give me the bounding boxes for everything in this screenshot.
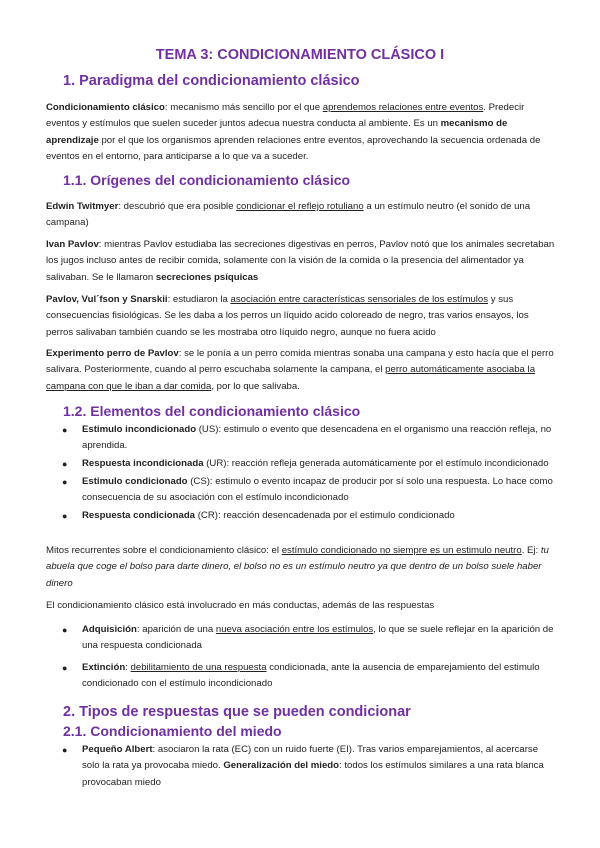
underlined-phrase: estímulo condicionado no siempre es un estimulo neutro [281, 545, 522, 556]
list-item-term: Estimulo condicionado [82, 475, 188, 487]
text-run: a un estímulo neutro (el sonido de una campana) [46, 201, 531, 229]
twitmyer-paragraph [46, 199, 556, 232]
list-item-desc: (US): estimulo o evento que desencadena en el organismo una reacción refleja, no aprendida. [82, 424, 552, 452]
elements-list [62, 422, 556, 525]
list-item-desc: (CR): reacción desencadenada por el estimulo condicionado [195, 509, 455, 521]
term-twitmyer: Edwin Twitmyer [46, 201, 119, 212]
text-run: , por lo que salivaba. [211, 380, 300, 392]
list-item-term: Extinción [82, 661, 126, 673]
list-item [62, 742, 556, 791]
section-2-heading: 2. Tipos de respuestas que se pueden condicionar [63, 704, 411, 720]
term-generalizacion: Generalización del miedo [223, 760, 340, 772]
list-item [62, 422, 556, 455]
list-item [62, 622, 556, 655]
list-item [62, 508, 556, 524]
bullet-icon: ● [62, 425, 68, 435]
text-run: : se le ponía a un perro comida mientras sonaba una campana y esto hacía que el perro salivara. Posteriormente, cuando al perro escuchaba solamente la campana, el [46, 348, 554, 376]
underlined-phrase: condicionar el reflejo rotuliano [236, 201, 364, 212]
underlined-phrase: aprendemos relaciones entre eventos [322, 102, 484, 113]
list-item [62, 474, 556, 507]
fear-list [62, 742, 556, 792]
term-vulfson: Pavlov, Vul´fson y Snarskii [46, 294, 168, 305]
section-1-2-heading: 1.2. Elementos del condicionamiento clásico [63, 403, 361, 419]
text-run: : mientras Pavlov estudiaba las secreciones digestivas en perros, Pavlov notó que los animales secretaban los jugos incluso antes de recibir comida, solamente con la visión de la comida o la presencia del alimentador ya salivaban. Se le llamaron [46, 239, 555, 283]
bullet-icon: ● [62, 459, 68, 469]
bullet-icon: ● [62, 745, 68, 755]
text-run: por el que los organismos aprenden relaciones entre eventos, aprovechando la secuencia ordenada de eventos en el entorno, para anticiparse a lo que va a suceder. [46, 134, 541, 163]
section-1-heading: 1. Paradigma del condicionamiento clásico [63, 73, 360, 89]
term-experimento-pavlov: Experimento perro de Pavlov [46, 348, 179, 359]
list-item-desc: (CS): estimulo o evento incapaz de producir por sí solo una respuesta. Lo hace como consecuencia de su asociación con el estímulo incondicionado [82, 475, 553, 503]
page-title: TEMA 3: CONDICIONAMIENTO CLÁSICO I [155, 47, 445, 63]
text-run: y sus consecuencias fisiológicas. Se les daba a los perros un líquido acido coloreado de negro, tras varios ensayos, los perros salivaban también cuando se les mostraba otro líquido negro, aunque no fuera acido [46, 294, 529, 338]
text-run: . Ej: [521, 545, 541, 556]
term-mecanismo-aprendizaje: mecanismo de aprendizaje [46, 118, 508, 146]
list-item [62, 456, 556, 472]
term-secreciones-psiquicas: secreciones psíquicas [155, 271, 259, 283]
text-run: : descubrió que era posible [118, 201, 237, 212]
mitos-paragraph [46, 543, 556, 592]
bullet-icon: ● [62, 510, 68, 521]
pavlov-paragraph [46, 237, 556, 286]
text-run: : [125, 661, 131, 673]
list-item-term: Respuesta incondicionada [82, 458, 204, 469]
text-run: : todos los estímulos similares a una rata blanca provocaban miedo [82, 760, 544, 788]
underlined-phrase: perro automáticamente asociaba la campana con que le iban a dar comida [46, 364, 536, 392]
list-item-term: Pequeño Albert [82, 744, 153, 755]
text-run: : estudiaron la [167, 294, 231, 305]
bullet-icon: ● [62, 476, 68, 487]
involucrado-paragraph: El condicionamiento clásico está involucrado en más conductas, además de las respuestas [46, 600, 435, 611]
text-run: condicionada, ante la ausencia de emparejamiento del estimulo condicionado con el estímulo incondicionado [82, 661, 540, 690]
term-condicionamiento-clasico: Condicionamiento clásico [46, 102, 165, 113]
list-item-term: Respuesta condicionada [82, 509, 196, 521]
text-run: . Predecir eventos y estímulos que suelen suceder juntos adecua nuestra conducta al ambiente. Es un [46, 102, 525, 130]
vulfson-paragraph [46, 292, 556, 341]
text-run: Mitos recurrentes sobre el condicionamiento clásico: el [46, 545, 282, 556]
section-1-paragraph [46, 100, 556, 166]
section-1-1-heading: 1.1. Orígenes del condicionamiento clásico [63, 172, 351, 188]
example-text: tu abuela que coge el bolso para darte dinero, el bolso no es un estímulo neutro ya que dentro de un bolso suele haber dinero [46, 545, 549, 589]
processes-list [62, 622, 556, 694]
text-run: , lo que se suele reflejar en la aparición de una respuesta condicionada [82, 624, 554, 652]
text-run: : asociaron la rata (EC) con un ruido fuerte (EI). Tras varios emparejamientos, al acercarse solo la rata ya provocaba miedo. [82, 744, 539, 772]
list-item-term: Adquisición [82, 624, 137, 635]
text-run: : mecanismo más sencillo por el que [164, 102, 323, 113]
list-item [62, 660, 556, 693]
bullet-icon: ● [62, 625, 68, 635]
list-item-term: Estimulo incondicionado [82, 424, 197, 435]
term-pavlov: Ivan Pavlov [46, 239, 99, 250]
underlined-phrase: nueva asociación entre los estímulos [215, 624, 374, 635]
text-run: : aparición de una [136, 624, 216, 635]
experimento-paragraph [46, 346, 556, 395]
list-item-desc: (UR): reacción refleja generada automáticamente por el estímulo incondicionado [203, 458, 549, 469]
underlined-phrase: asociación entre características sensoriales de los estímulos [230, 294, 489, 305]
underlined-phrase: debilitamiento de una respuesta [130, 661, 267, 673]
bullet-icon: ● [62, 662, 68, 673]
section-2-1-heading: 2.1. Condicionamiento del miedo [63, 723, 282, 739]
